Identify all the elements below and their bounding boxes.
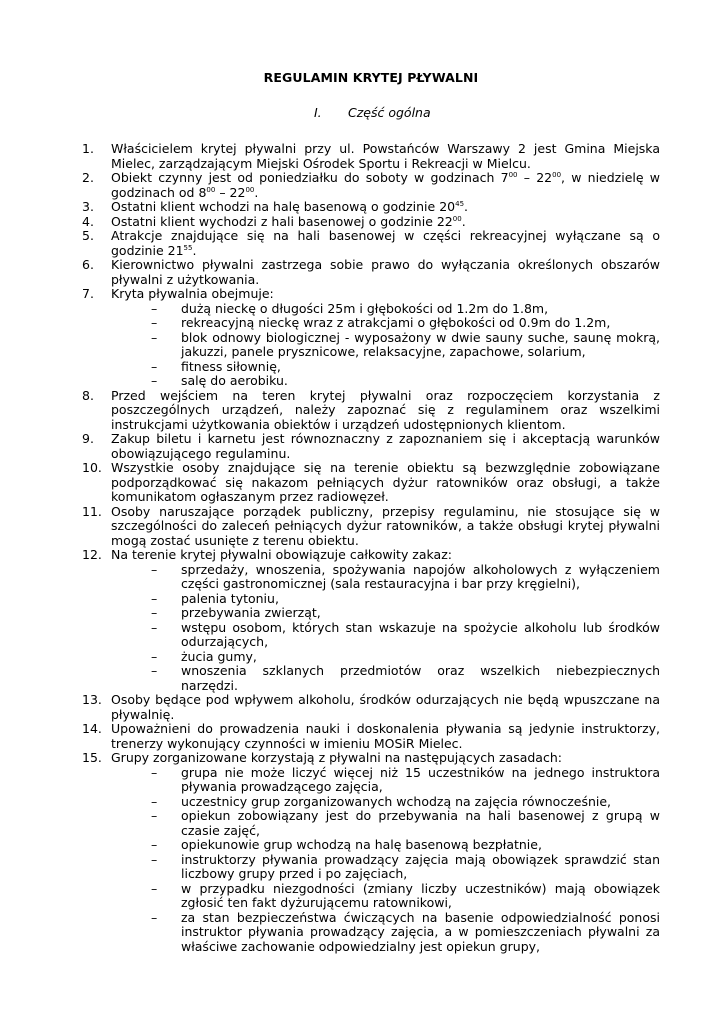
rule-text-part: – 22 bbox=[215, 184, 246, 200]
rule-text bbox=[111, 228, 660, 258]
rule-item bbox=[82, 751, 660, 954]
rule-item bbox=[82, 287, 660, 389]
sub-item-text: żucia gumy, bbox=[181, 648, 257, 664]
rule-number: 12. bbox=[82, 547, 102, 562]
time-minutes: 45 bbox=[455, 200, 465, 208]
dash-bullet: – bbox=[151, 619, 158, 635]
rule-number: 6. bbox=[82, 257, 94, 272]
document-title: REGULAMIN KRYTEJ PŁYWALNI bbox=[263, 70, 479, 85]
sub-item-text: dużą nieckę o długości 25m i głębokości od 1.2m do 1.8m, bbox=[181, 300, 549, 316]
dash-bullet: – bbox=[151, 590, 158, 606]
rule-number: 9. bbox=[82, 431, 94, 446]
rule-text-part: Obiekt czynny jest od poniedziałku do soboty w godzinach 7 bbox=[111, 170, 509, 185]
sub-item-text: wnoszenia szklanych przedmiotów oraz wszelkich niebezpiecznych narzędzi. bbox=[181, 663, 660, 693]
rule-item bbox=[82, 693, 660, 722]
rule-item bbox=[82, 200, 660, 215]
sub-item bbox=[151, 621, 660, 650]
time-minutes: 00 bbox=[552, 171, 562, 179]
rule-text-part: . bbox=[461, 213, 466, 229]
rule-item bbox=[82, 229, 660, 258]
sub-item bbox=[151, 302, 660, 317]
rule-item bbox=[82, 722, 660, 751]
rule-number: 15. bbox=[82, 750, 102, 765]
dash-bullet: – bbox=[151, 808, 158, 823]
sub-list bbox=[111, 563, 660, 694]
rule-text bbox=[111, 214, 466, 229]
dash-bullet: – bbox=[151, 358, 158, 374]
sub-item bbox=[151, 795, 660, 810]
rule-number: 5. bbox=[82, 228, 94, 243]
rule-text: Właścicielem krytej pływalni przy ul. Powstańców Warszawy 2 jest Gmina Miejska Mielec, zarządzającym Miejski Ośrodek Sportu i Rekreacji w Mielcu. bbox=[111, 141, 660, 171]
dash-bullet: – bbox=[151, 300, 158, 316]
dash-bullet: – bbox=[151, 880, 158, 896]
rule-number: 7. bbox=[82, 286, 94, 301]
sub-item-text: grupa nie może liczyć więcej niż 15 uczestników na jednego instruktora pływania prowadzącego zajęcia, bbox=[181, 764, 660, 794]
dash-bullet: – bbox=[151, 329, 158, 345]
rule-number: 10. bbox=[82, 460, 102, 475]
rule-text: Wszystkie osoby znajdujące się na terenie obiektu są bezwzględnie zobowiązane podporządkować się nakazom pełniących dyżur ratowników oraz obsługi, a także komunikatom ogłaszanym przez radiowęzeł. bbox=[111, 460, 660, 504]
dash-bullet: – bbox=[151, 663, 158, 678]
rule-text-part: . bbox=[192, 242, 197, 258]
rule-text: Upoważnieni do prowadzenia nauki i doskonalenia pływania są jedynie instruktorzy, trenerzy wykonujący czynności w imieniu MOSiR Mielec. bbox=[111, 721, 660, 751]
sub-item-text: za stan bezpieczeństwa ćwiczących na basenie odpowiedzialność ponosi instruktor pływania prowadzący zajęcia, a w pomieszczeniach pływalni za właściwe zachowanie odpowiedzialny jest opiekun grupy, bbox=[181, 909, 660, 954]
sub-item-text: opiekunowie grup wchodzą na halę basenową bezpłatnie, bbox=[181, 837, 542, 852]
sub-item-text: fitness siłownię, bbox=[181, 358, 281, 374]
rule-number: 3. bbox=[82, 199, 94, 214]
rule-text-part: . bbox=[464, 199, 469, 214]
dash-bullet: – bbox=[151, 909, 158, 925]
time-minutes: 00 bbox=[206, 185, 216, 194]
dash-bullet: – bbox=[151, 837, 158, 852]
rule-text-part: Atrakcje znajdujące się na hali basenowej w części rekreacyjnej wyłączane są o godzinie 21 bbox=[111, 228, 660, 258]
sub-item bbox=[151, 911, 660, 955]
sub-item bbox=[151, 563, 660, 592]
sub-item bbox=[151, 650, 660, 665]
sub-item-text: przebywania zwierząt, bbox=[181, 605, 321, 620]
rule-number: 2. bbox=[82, 170, 94, 185]
rule-text: Kierownictwo pływalni zastrzega sobie prawo do wyłączania określonych obszarów pływalni z użytkowania. bbox=[111, 257, 660, 287]
section-heading bbox=[82, 105, 660, 120]
rule-item bbox=[82, 258, 660, 287]
section-number: I. bbox=[314, 105, 322, 120]
rule-item bbox=[82, 461, 660, 505]
rule-text-part: Ostatni klient wychodzi z hali basenowej o godzinie 22 bbox=[111, 213, 453, 229]
dash-bullet: – bbox=[151, 764, 158, 780]
sub-list bbox=[111, 766, 660, 955]
sub-item bbox=[151, 606, 660, 621]
sub-item bbox=[151, 766, 660, 795]
rule-item bbox=[82, 215, 660, 230]
rule-number: 14. bbox=[82, 721, 102, 736]
sub-item bbox=[151, 853, 660, 882]
rule-item bbox=[82, 171, 660, 200]
rule-text-part: Ostatni klient wchodzi na halę basenową o godzinie 20 bbox=[111, 199, 456, 214]
sub-item-text: opiekun zobowiązany jest do przebywania na hali basenowej z grupą w czasie zajęć, bbox=[181, 808, 660, 838]
time-minutes: 00 bbox=[245, 185, 255, 194]
rules-list bbox=[82, 142, 660, 954]
rule-text bbox=[111, 199, 468, 214]
time-minutes: 55 bbox=[183, 243, 193, 252]
sub-item-text: instruktorzy pływania prowadzący zajęcia mają obowiązek sprawdzić stan liczbowy grupy przed i po zajęciach, bbox=[181, 851, 660, 881]
section-name: Część ogólna bbox=[348, 105, 431, 120]
rule-number: 4. bbox=[82, 213, 94, 229]
rule-number: 1. bbox=[82, 141, 94, 156]
rule-item bbox=[82, 432, 660, 461]
rule-item bbox=[82, 548, 660, 693]
time-minutes: 00 bbox=[508, 171, 518, 179]
rule-text: Przed wejściem na teren krytej pływalni oraz rozpoczęciem korzystania z poszczególnych urządzeń, należy zapoznać się z regulaminem oraz wszelkimi instrukcjami użytkowania obiektów i urządzeń udostępnionych klientom. bbox=[111, 387, 660, 432]
rule-number: 13. bbox=[82, 692, 102, 707]
sub-item bbox=[151, 882, 660, 911]
rule-text: Osoby naruszające porządek publiczny, przepisy regulaminu, nie stosujące się w szczególności do zaleceń pełniących dyżur ratowników, a także obsługi krytej pływalni mogą zostać usunięte z terenu obiektu. bbox=[111, 503, 660, 548]
sub-item-text: uczestnicy grup zorganizowanych wchodzą na zajęcia równocześnie, bbox=[181, 793, 612, 809]
dash-bullet: – bbox=[151, 561, 158, 577]
sub-list bbox=[111, 302, 660, 389]
sub-item bbox=[151, 838, 660, 853]
rule-text-part: , w niedzielę w godzinach od 8 bbox=[111, 170, 660, 200]
rule-item bbox=[82, 389, 660, 433]
rule-number: 8. bbox=[82, 387, 94, 403]
rule-text-part: – 22 bbox=[517, 170, 553, 185]
sub-item-text: w przypadku niezgodności (zmiany liczby uczestników) mają obowiązek zgłosić ten fakt dyżurującemu ratownikowi, bbox=[181, 880, 660, 910]
sub-item bbox=[151, 360, 660, 375]
sub-item bbox=[151, 331, 660, 360]
rule-text: Kryta pływalnia obejmuje: bbox=[111, 286, 274, 301]
sub-item bbox=[151, 664, 660, 693]
rule-text: Zakup biletu i karnetu jest równoznaczny z zapoznaniem się i akceptacją warunków obowiązującego regulaminu. bbox=[111, 431, 660, 461]
rule-text: Grupy zorganizowane korzystają z pływalni na następujących zasadach: bbox=[111, 750, 562, 765]
rule-text: Na terenie krytej pływalni obowiązuje całkowity zakaz: bbox=[111, 547, 452, 562]
sub-item-text: blok odnowy biologicznej - wyposażony w dwie sauny suche, saunę mokrą, jakuzzi, panele prysznicowe, relaksacyjne, zapachowe, solarium, bbox=[181, 329, 660, 359]
sub-item-text: palenia tytoniu, bbox=[181, 590, 279, 606]
dash-bullet: – bbox=[151, 793, 158, 809]
rule-text-part: . bbox=[254, 184, 259, 200]
sub-item bbox=[151, 374, 660, 389]
time-minutes: 00 bbox=[452, 214, 462, 223]
rule-item bbox=[82, 142, 660, 171]
dash-bullet: – bbox=[151, 373, 158, 388]
sub-item-text: wstępu osobom, których stan wskazuje na spożycie alkoholu lub środków odurzających, bbox=[181, 619, 660, 649]
rule-item bbox=[82, 505, 660, 549]
dash-bullet: – bbox=[151, 605, 158, 620]
sub-item bbox=[151, 592, 660, 607]
rule-text bbox=[111, 170, 660, 200]
sub-item-text: salę do aerobiku. bbox=[181, 373, 288, 388]
sub-item-text: sprzedaży, wnoszenia, spożywania napojów alkoholowych z wyłączeniem części gastronomicznej (sala restauracyjna i bar przy kręgielni), bbox=[181, 561, 660, 591]
rule-number: 11. bbox=[82, 503, 102, 519]
dash-bullet: – bbox=[151, 315, 158, 330]
rule-text: Osoby będące pod wpływem alkoholu, środków odurzających nie będą wpuszczane na pływalnię. bbox=[111, 692, 660, 722]
sub-item bbox=[151, 809, 660, 838]
dash-bullet: – bbox=[151, 648, 158, 664]
dash-bullet: – bbox=[151, 851, 158, 867]
sub-item bbox=[151, 316, 660, 331]
sub-item-text: rekreacyjną nieckę wraz z atrakcjami o głębokości od 0.9m do 1.2m, bbox=[181, 315, 611, 330]
